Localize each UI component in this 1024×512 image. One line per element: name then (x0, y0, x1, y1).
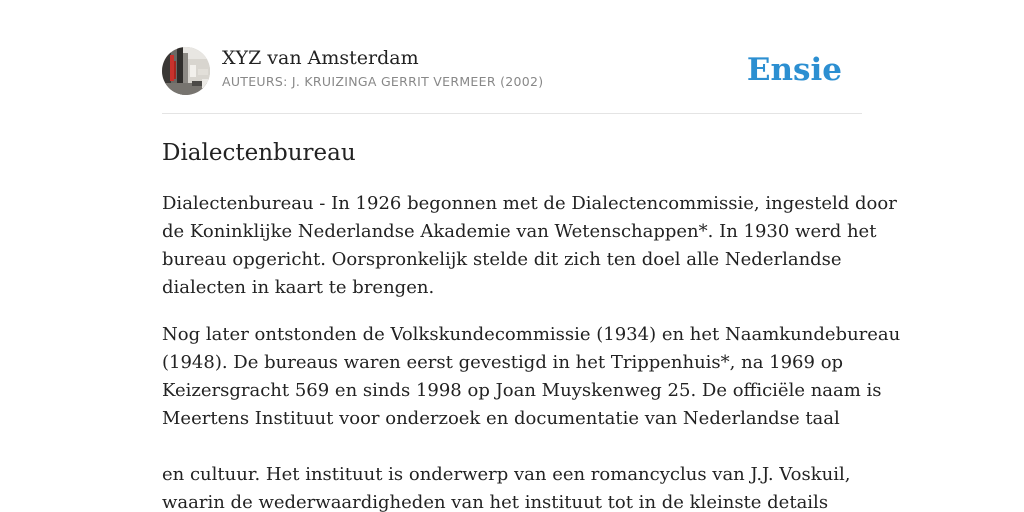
entry-title: Dialectenbureau (162, 140, 356, 166)
city-photo-avatar-icon (162, 47, 210, 95)
paragraph-gap (162, 433, 862, 461)
text-line: bureau opgericht. Oorspronkelijk stelde dit zich ten doel alle Nederlandse (162, 249, 842, 270)
header-divider (162, 113, 862, 114)
paragraph (162, 321, 901, 433)
text-line: dialecten in kaart te brengen. (162, 277, 435, 298)
text-line: Keizersgracht 569 en sinds 1998 op Joan Muyskenweg 25. De officiële naam is (162, 380, 882, 401)
paragraph (162, 190, 897, 302)
source-authors: AUTEURS: J. KRUIZINGA GERRIT VERMEER (2002) (222, 74, 544, 89)
source-avatar-image[interactable] (162, 47, 210, 95)
text-line: en cultuur. Het instituut is onderwerp van een romancyclus van J.J. Voskuil, (162, 464, 851, 485)
text-line: de Koninklijke Nederlandse Akademie van Wetenschappen*. In 1930 werd het (162, 221, 877, 242)
source-title[interactable]: XYZ van Amsterdam (222, 47, 419, 69)
text-line: Nog later ontstonden de Volkskundecommissie (1934) en het Naamkundebureau (162, 324, 901, 345)
text-line: Dialectenbureau - In 1926 begonnen met de Dialectencommissie, ingesteld door (162, 193, 897, 214)
entry-body (162, 190, 901, 512)
paragraph-gap (162, 302, 862, 321)
text-line: waarin de wederwaardigheden van het instituut tot in de kleinste details (162, 492, 829, 512)
paragraph (162, 461, 862, 512)
ensie-logo-link[interactable]: Ensie (746, 52, 842, 88)
text-line: Meertens Instituut voor onderzoek en documentatie van Nederlandse taal (162, 408, 840, 429)
text-line: (1948). De bureaus waren eerst gevestigd in het Trippenhuis*, na 1969 op (162, 352, 844, 373)
entry-header (162, 46, 862, 98)
